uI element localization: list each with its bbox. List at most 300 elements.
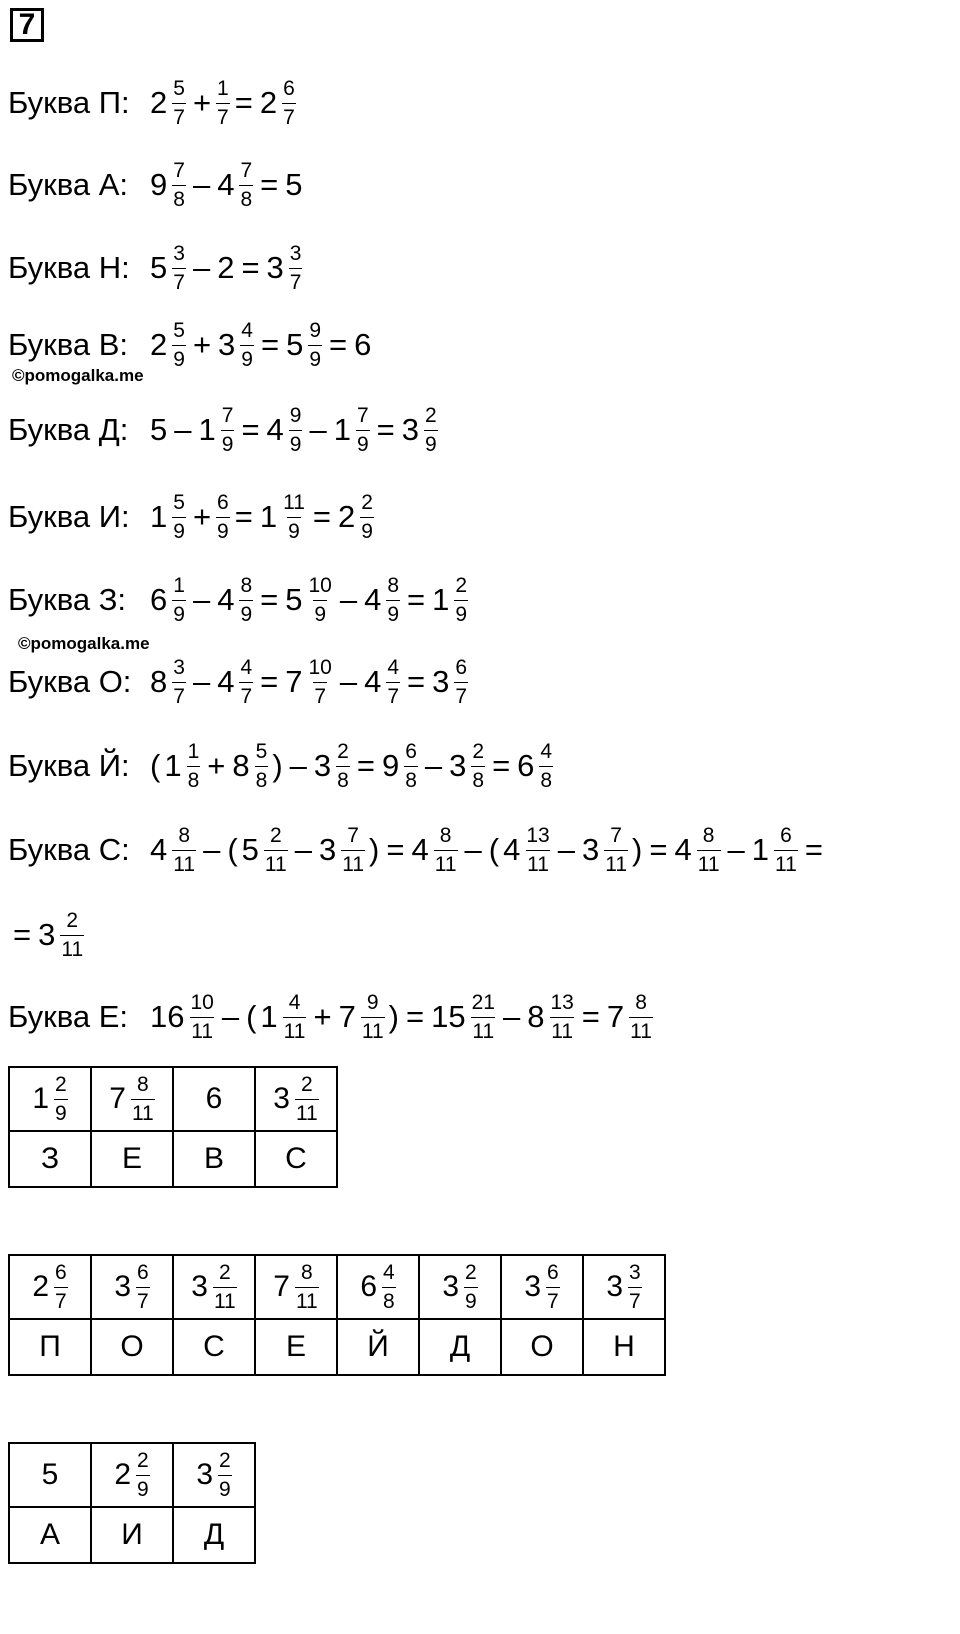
value-cell	[173, 1443, 255, 1507]
operator: =	[407, 582, 426, 617]
whole-part: 1	[260, 999, 278, 1034]
line-label: Буква И:	[8, 499, 130, 534]
numerator: 2	[269, 823, 282, 847]
fraction	[464, 1261, 478, 1314]
denominator: 7	[313, 682, 327, 709]
numerator: 6	[217, 490, 229, 514]
fraction	[295, 1261, 319, 1314]
whole-part: 4	[364, 664, 382, 699]
line-expression	[8, 909, 86, 962]
operator: –	[192, 582, 211, 617]
operator: –	[727, 832, 745, 867]
fraction	[356, 404, 370, 457]
whole-part: 1	[198, 412, 216, 447]
mixed-number	[260, 77, 296, 130]
fraction	[54, 1261, 68, 1314]
denominator: 9	[216, 517, 230, 544]
numerator: 4	[241, 318, 253, 342]
letter-cell: О	[91, 1319, 173, 1375]
whole-part: 3	[318, 832, 337, 867]
fraction	[172, 77, 186, 130]
denominator: 11	[341, 850, 365, 877]
mixed-number	[527, 991, 575, 1044]
line-letter-a	[8, 155, 304, 215]
fraction	[307, 656, 332, 709]
denominator: 7	[386, 682, 400, 709]
denominator: 11	[60, 935, 84, 962]
value-cell	[9, 1443, 91, 1507]
fraction	[283, 991, 307, 1044]
fraction	[336, 740, 350, 793]
operator: –	[309, 412, 327, 447]
operator: +	[313, 999, 332, 1034]
numerator: 9	[309, 318, 322, 342]
mixed-number	[432, 656, 468, 709]
operator: =	[649, 832, 668, 867]
numerator: 2	[137, 1448, 149, 1472]
denominator: 7	[172, 268, 186, 295]
whole-part: 1	[751, 832, 770, 867]
line-letter-s	[8, 820, 828, 880]
numerator: 8	[439, 823, 452, 847]
line-label: Буква В:	[8, 327, 128, 362]
whole-part: 3	[442, 1270, 459, 1303]
numerator: 10	[308, 573, 332, 597]
whole-part: 4	[364, 582, 382, 617]
numerator: 6	[283, 76, 295, 100]
numerator: 6	[455, 655, 468, 679]
denominator: 7	[172, 103, 186, 130]
math-text: 2	[217, 250, 235, 285]
mixed-number	[582, 824, 628, 877]
fraction	[539, 740, 553, 793]
numerator: 6	[137, 1260, 149, 1284]
mixed-number	[285, 574, 333, 627]
whole-part: 4	[503, 832, 521, 867]
whole-part: 2	[259, 85, 278, 120]
fraction	[187, 740, 201, 793]
line-expression	[148, 404, 440, 457]
operator: –	[339, 582, 358, 617]
line-letter-j	[8, 736, 555, 796]
operator: –	[192, 664, 211, 699]
whole-part: 7	[109, 1082, 126, 1115]
numerator: 6	[55, 1260, 67, 1284]
fraction	[172, 656, 186, 709]
denominator: 9	[218, 1475, 232, 1502]
mixed-number	[114, 1449, 149, 1502]
numerator: 2	[301, 1072, 313, 1096]
mixed-number	[364, 656, 400, 709]
mixed-number	[752, 824, 798, 877]
fraction	[604, 824, 628, 877]
numerator: 2	[455, 573, 468, 597]
numerator: 2	[219, 1448, 231, 1472]
denominator: 9	[172, 517, 186, 544]
denominator: 9	[287, 517, 301, 544]
numerator: 5	[255, 739, 268, 763]
mixed-number	[607, 991, 653, 1044]
letter-row	[9, 1319, 665, 1375]
whole-part: 3	[196, 1458, 213, 1491]
letter-cell: Е	[255, 1319, 337, 1375]
fraction	[131, 1073, 155, 1126]
denominator: 9	[172, 345, 186, 372]
mixed-number	[524, 1261, 559, 1314]
denominator: 11	[697, 850, 721, 877]
letter-row	[9, 1507, 255, 1563]
operator: –	[464, 832, 482, 867]
line-label: Буква Й:	[8, 748, 130, 783]
answer-table-3	[8, 1442, 256, 1564]
whole-part: 9	[381, 748, 400, 783]
numerator: 3	[629, 1260, 641, 1284]
whole-part: 7	[606, 999, 625, 1034]
whole-part: 7	[285, 664, 303, 699]
numerator: 7	[610, 823, 622, 847]
whole-part: 6	[150, 582, 168, 617]
fraction	[404, 740, 418, 793]
whole-part: 2	[338, 499, 356, 534]
whole-part: 3	[313, 748, 332, 783]
math-text: 6	[205, 1082, 223, 1115]
fraction	[295, 1073, 319, 1126]
denominator: 9	[386, 600, 400, 627]
value-cell	[173, 1067, 255, 1131]
denominator: 7	[546, 1287, 560, 1314]
operator: =	[13, 917, 32, 952]
operator: –	[557, 832, 575, 867]
value-cell	[337, 1255, 419, 1319]
line-letter-i	[8, 487, 376, 547]
mixed-number	[217, 159, 253, 212]
whole-part: 5	[285, 582, 303, 617]
fraction	[136, 1449, 150, 1502]
fraction	[239, 574, 253, 627]
denominator: 8	[187, 766, 201, 793]
mixed-number	[442, 1261, 477, 1314]
denominator: 11	[526, 850, 550, 877]
fraction	[629, 991, 653, 1044]
numerator: 3	[289, 241, 302, 265]
denominator: 8	[382, 1287, 396, 1314]
mixed-number	[150, 991, 215, 1044]
operator: +	[207, 748, 226, 783]
line-letter-d	[8, 400, 440, 460]
letter-cell: С	[173, 1319, 255, 1375]
denominator: 7	[136, 1287, 150, 1314]
denominator: 9	[424, 430, 438, 457]
line-letter-s-continued	[8, 905, 86, 965]
numerator: 5	[173, 318, 185, 342]
numerator: 8	[635, 990, 647, 1014]
fraction	[239, 159, 253, 212]
math-text: 5	[285, 167, 303, 202]
denominator: 7	[216, 103, 230, 130]
value-cell	[91, 1067, 173, 1131]
whole-part: 2	[150, 327, 168, 362]
line-expression	[148, 319, 373, 372]
numerator: 4	[240, 655, 253, 679]
operator: =	[407, 664, 426, 699]
numerator: 2	[219, 1260, 231, 1284]
whole-part: 3	[273, 1082, 290, 1115]
mixed-number	[273, 1261, 319, 1314]
operator: =	[241, 412, 260, 447]
math-text: (	[246, 999, 257, 1034]
operator: =	[260, 664, 279, 699]
denominator: 7	[628, 1287, 642, 1314]
denominator: 7	[54, 1287, 68, 1314]
numerator: 1	[187, 739, 200, 763]
numerator: 4	[383, 1260, 395, 1284]
mixed-number	[242, 824, 288, 877]
mixed-number	[360, 1261, 395, 1314]
mixed-number	[150, 242, 186, 295]
line-letter-e	[8, 987, 655, 1047]
numerator: 11	[283, 490, 305, 514]
value-cell	[255, 1255, 337, 1319]
whole-part: 3	[266, 250, 284, 285]
whole-part: 7	[338, 999, 356, 1034]
denominator: 9	[360, 517, 374, 544]
numerator: 4	[288, 990, 301, 1014]
operator: –	[339, 664, 358, 699]
value-row	[9, 1255, 665, 1319]
math-text: (	[227, 832, 238, 867]
denominator: 9	[54, 1099, 68, 1126]
fraction	[172, 491, 186, 544]
mixed-number	[674, 824, 720, 877]
numerator: 8	[387, 573, 400, 597]
fraction	[424, 404, 438, 457]
whole-part: 8	[527, 999, 545, 1034]
line-letter-p	[8, 73, 298, 133]
value-cell	[583, 1255, 665, 1319]
line-label: Буква Н:	[8, 250, 130, 285]
mixed-number	[217, 656, 253, 709]
whole-part: 3	[449, 748, 467, 783]
fraction	[454, 574, 468, 627]
fraction	[264, 824, 288, 877]
line-label: Буква О:	[8, 664, 132, 699]
operator: =	[492, 748, 511, 783]
numerator: 4	[387, 655, 400, 679]
line-expression	[148, 991, 655, 1044]
denominator: 8	[172, 185, 186, 212]
whole-part: 4	[411, 832, 429, 867]
fraction	[471, 991, 496, 1044]
denominator: 7	[282, 103, 296, 130]
denominator: 7	[454, 682, 468, 709]
value-cell	[173, 1255, 255, 1319]
numerator: 9	[289, 403, 302, 427]
answer-table-2	[8, 1254, 666, 1376]
fraction	[216, 77, 230, 130]
denominator: 11	[774, 850, 798, 877]
denominator: 9	[313, 600, 327, 627]
whole-part: 2	[150, 85, 168, 120]
numerator: 13	[550, 990, 574, 1014]
operator: =	[386, 832, 405, 867]
whole-part: 8	[150, 664, 168, 699]
mixed-number	[334, 404, 370, 457]
value-cell	[419, 1255, 501, 1319]
numerator: 4	[540, 739, 553, 763]
denominator: 8	[255, 766, 269, 793]
operator: +	[192, 499, 212, 534]
value-cell	[9, 1255, 91, 1319]
value-cell	[255, 1067, 337, 1131]
operator: –	[294, 832, 312, 867]
whole-part: 3	[581, 832, 600, 867]
whole-part: 1	[259, 499, 278, 534]
operator: =	[804, 832, 823, 867]
line-expression	[148, 574, 470, 627]
operator: =	[376, 412, 395, 447]
mixed-number	[267, 242, 303, 295]
denominator: 9	[308, 345, 322, 372]
numerator: 1	[217, 76, 229, 100]
fraction	[60, 909, 84, 962]
line-expression	[148, 159, 304, 212]
letter-cell: Н	[583, 1319, 665, 1375]
letter-cell: С	[255, 1131, 337, 1187]
mixed-number	[150, 574, 186, 627]
mixed-number	[150, 159, 186, 212]
line-label: Буква А:	[8, 167, 128, 202]
mixed-number	[319, 824, 365, 877]
fraction	[774, 824, 798, 877]
mixed-number	[260, 491, 306, 544]
operator: =	[356, 748, 375, 783]
mixed-number	[286, 319, 322, 372]
operator: –	[424, 748, 443, 783]
numerator: 8	[137, 1072, 149, 1096]
fraction	[628, 1261, 642, 1314]
whole-part: 5	[241, 832, 259, 867]
whole-part: 5	[286, 327, 304, 362]
denominator: 8	[539, 766, 553, 793]
numerator: 8	[178, 823, 190, 847]
numerator: 6	[780, 823, 792, 847]
whole-part: 1	[432, 582, 450, 617]
operator: =	[405, 999, 425, 1034]
mixed-number	[232, 740, 268, 793]
numerator: 10	[190, 990, 214, 1014]
mixed-number	[382, 740, 418, 793]
numerator: 8	[702, 823, 715, 847]
denominator: 9	[136, 1475, 150, 1502]
fraction	[386, 656, 400, 709]
numerator: 7	[240, 158, 253, 182]
denominator: 11	[550, 1017, 574, 1044]
whole-part: 1	[333, 412, 351, 447]
mixed-number	[402, 404, 438, 457]
line-expression	[148, 740, 555, 793]
whole-part: 7	[273, 1270, 290, 1303]
line-label: Буква Е:	[8, 999, 128, 1034]
value-row	[9, 1067, 337, 1131]
operator: =	[234, 499, 253, 534]
operator: –	[502, 999, 521, 1034]
operator: –	[289, 748, 307, 783]
operator: =	[260, 167, 279, 202]
fraction	[434, 824, 458, 877]
letter-cell: П	[9, 1319, 91, 1375]
denominator: 8	[471, 766, 485, 793]
whole-part: 6	[517, 748, 535, 783]
numerator: 7	[173, 158, 185, 182]
whole-part: 15	[431, 999, 466, 1034]
fraction	[218, 1449, 232, 1502]
mixed-number	[285, 656, 333, 709]
whole-part: 1	[150, 499, 168, 534]
numerator: 2	[337, 739, 349, 763]
line-expression	[148, 824, 828, 877]
line-letter-o	[8, 652, 470, 712]
numerator: 2	[425, 403, 437, 427]
mixed-number	[217, 574, 253, 627]
task-number: 7	[10, 8, 44, 42]
line-expression	[148, 491, 376, 544]
letter-cell: Д	[419, 1319, 501, 1375]
operator: =	[260, 582, 279, 617]
numerator: 7	[221, 403, 234, 427]
numerator: 2	[66, 908, 79, 932]
denominator: 11	[434, 850, 458, 877]
denominator: 11	[283, 1017, 307, 1044]
whole-part: 4	[150, 832, 168, 867]
operator: =	[329, 327, 348, 362]
mixed-number	[114, 1261, 149, 1314]
line-expression	[148, 656, 470, 709]
denominator: 7	[239, 682, 253, 709]
denominator: 11	[172, 850, 196, 877]
mixed-number	[431, 991, 496, 1044]
whole-part: 4	[674, 832, 692, 867]
fraction	[546, 1261, 560, 1314]
operator: =	[581, 999, 600, 1034]
whole-part: 4	[217, 582, 235, 617]
mixed-number	[338, 491, 374, 544]
numerator: 2	[472, 739, 485, 763]
mixed-number	[38, 909, 84, 962]
fraction	[471, 740, 485, 793]
fraction	[382, 1261, 396, 1314]
letter-cell: И	[91, 1507, 173, 1563]
numerator: 8	[301, 1260, 313, 1284]
mixed-number	[150, 491, 186, 544]
letter-cell: Д	[173, 1507, 255, 1563]
numerator: 6	[405, 739, 417, 763]
mixed-number	[260, 991, 306, 1044]
watermark: ©pomogalka.me	[12, 366, 144, 385]
mixed-number	[218, 319, 254, 372]
operator: –	[174, 412, 192, 447]
letter-cell: В	[173, 1131, 255, 1187]
letter-cell: О	[501, 1319, 583, 1375]
denominator: 9	[240, 345, 254, 372]
whole-part: 1	[164, 748, 182, 783]
operator: =	[312, 499, 332, 534]
fraction	[361, 991, 385, 1044]
operator: –	[192, 250, 211, 285]
mixed-number	[109, 1073, 155, 1126]
line-label: Буква С:	[8, 832, 130, 867]
mixed-number	[191, 1261, 237, 1314]
operator: =	[260, 327, 280, 362]
